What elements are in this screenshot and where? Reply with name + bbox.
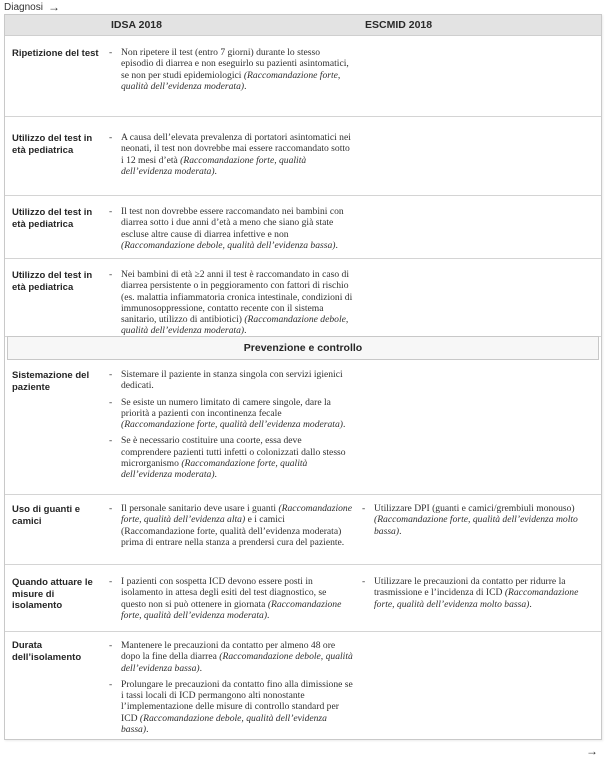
table-row [5,116,601,196]
arrow-right-icon[interactable]: → [586,744,598,758]
section-header: Prevenzione e controllo [7,336,599,360]
list-item: - Mantenere le precauzioni da contatto per almeno 48 ore dopo la fine della diarrea (Raccomandazione debole, qualità dell’evidenza bassa). [109,640,353,674]
table-row [5,631,601,738]
idsa-cell [109,640,353,740]
row-label: Sistemazione del paziente [12,370,90,393]
list-item: - Sistemare il paziente in stanza singola con servizi igienici dedicati. [109,369,343,392]
idsa-cell [109,47,353,97]
row-label: Utilizzo del test in età pediatrica [12,133,93,156]
breadcrumb[interactable]: Diagnosi [4,2,43,13]
row-label: Utilizzo del test in età pediatrica [12,207,93,230]
list-item: - Il test non dovrebbe essere raccomandato nei bambini con diarrea sotto i due anni d’età a meno che siano già state escluse altre cause di diarrea infettive e non (Raccomandazione debole, qualità dell’evidenza bassa). [109,206,344,251]
list-item: - Prolungare le precauzioni da contatto fino alla dimissione se i tassi locali di ICD permangono alti nonostante l’implementazione delle misure di controllo standard per ICD (Raccomandazione debole, qualità dell’evidenza bassa). [109,678,353,736]
table-row [5,36,601,117]
row-label: Durata dell’isolamento [12,640,82,663]
column-header-escmid: ESCMID 2018 [365,19,433,31]
list-item: - Utilizzare le precauzioni da contatto per ridurre la trasmissione e l’incidenza di ICD (Raccomandazione forte, qualità dell’evidenza molto bassa). [362,576,579,610]
escmid-cell [362,576,598,615]
list-item: - Nei bambini di età ≥2 anni il test è raccomandato in caso di diarrea persistente o in peggioramento con fattori di rischio (es. malattia infiammatoria cronica intestinale, condizioni di immunosoppressione, contatto recente con il sistema sanitario, utilizzo di antibiotici) (Raccomandazione debole, qualità dell’evidenza moderata). [109,269,353,337]
idsa-cell [109,206,353,256]
list-item: - Non ripetere il test (entro 7 giorni) durante lo stesso episodio di diarrea e non eseguirlo su pazienti asintomatici, se non per studi epidemiologici (Raccomandazione forte, qualità dell’evidenza moderata). [109,47,349,92]
arrow-right-icon[interactable]: → [48,0,60,14]
table-row [5,564,601,632]
row-label: Utilizzo del test in età pediatrica [12,270,93,293]
row-label: Quando attuare le misure di isolamento [12,577,93,611]
idsa-cell [109,503,353,553]
row-label: Uso di guanti e camici [12,504,81,527]
escmid-cell [362,503,598,542]
table-row [5,494,601,565]
table-row [5,258,601,337]
table-row [5,195,601,259]
list-item: - A causa dell’elevata prevalenza di portatori asintomatici nei neonati, il test non dovrebbe mai essere raccomandato sotto i 12 mesi d’età (Raccomandazione forte, qualità dell’evidenza moderata). [109,132,351,177]
list-item: - Utilizzare DPI (guanti e camici/grembiuli monouso) (Raccomandazione forte, qualità dell’evidenza molto bassa). [362,503,578,537]
idsa-cell [109,269,353,342]
table-row [5,360,601,495]
list-item: - Il personale sanitario deve usare i guanti (Raccomandazione forte, qualità dell’evidenza alta) e i camici (Raccomandazione forte, qualità dell’evidenza moderata) prima di entrare nella stanza a prendersi cura del paziente. [109,503,352,548]
guidelines-table [4,14,602,740]
list-item: - Se è necessario costituire una coorte, essa deve comprendere pazienti tutti infetti o colonizzati dallo stesso microrganismo (Raccomandazione forte, qualità dell’evidenza moderata). [109,435,346,481]
idsa-cell [109,576,353,626]
idsa-cell [109,369,353,486]
column-header-idsa: IDSA 2018 [111,19,162,31]
row-label: Ripetizione del test [12,48,99,59]
table-header [5,15,601,36]
list-item: - Se esiste un numero limitato di camere singole, dare la priorità a pazienti con incontinenza fecale (Raccomandazione forte, qualità dell’evidenza moderata). [109,396,346,431]
idsa-cell [109,132,353,182]
list-item: - I pazienti con sospetta ICD devono essere posti in isolamento in attesa degli esiti del test diagnostico, se questo non si può ottenere in giornata (Raccomandazione forte, qualità dell’evidenza moderata). [109,576,342,621]
